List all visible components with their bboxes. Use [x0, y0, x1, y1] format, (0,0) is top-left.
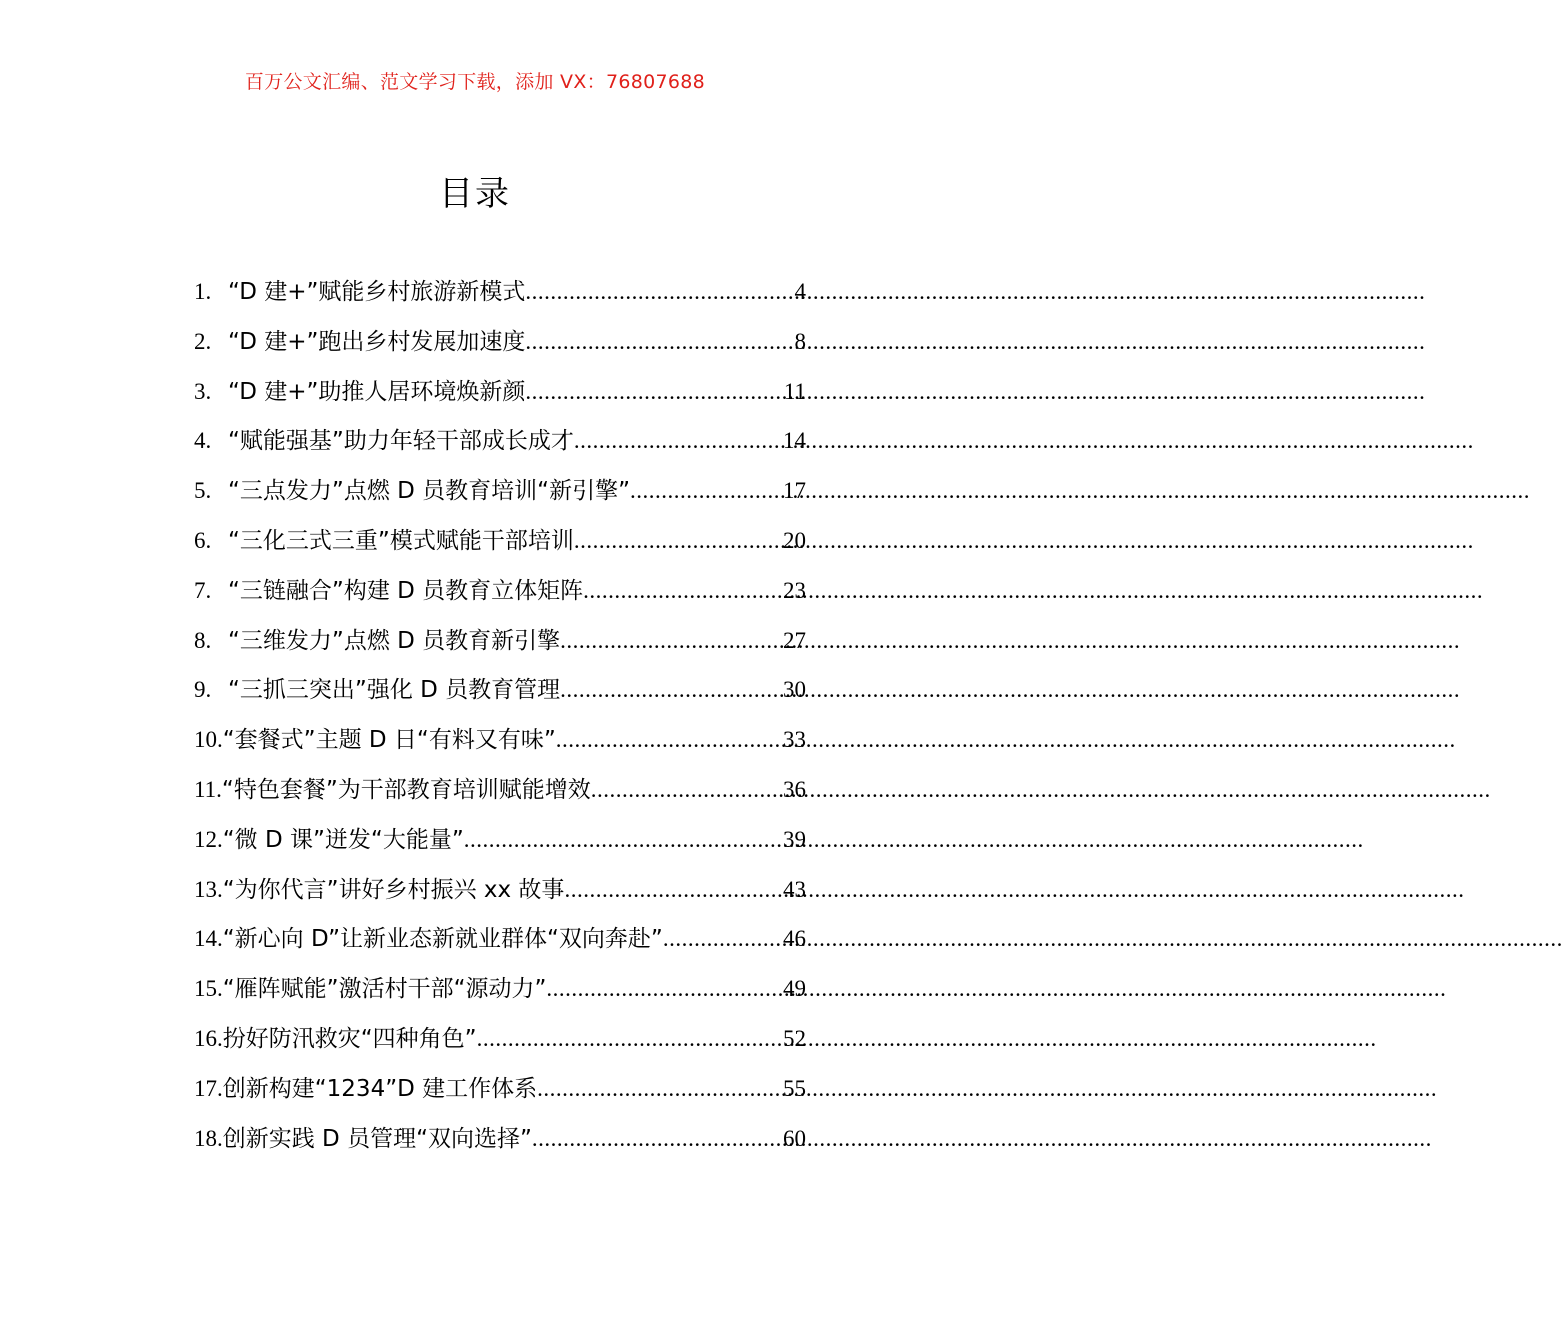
- toc-entry-number: 17.: [194, 1075, 223, 1101]
- toc-entry-number: 2.: [194, 328, 212, 354]
- toc-entry-number: 14.: [194, 926, 223, 952]
- toc-entry[interactable]: [194, 372, 806, 422]
- page-title: 目录: [439, 174, 511, 214]
- toc-dot-leader: [477, 1019, 783, 1059]
- toc-entry-page-number: 11: [783, 378, 806, 404]
- toc-entry[interactable]: [194, 1069, 806, 1119]
- toc-entry-page-number: 17: [783, 478, 806, 504]
- toc-entry-number: 7.: [194, 577, 212, 603]
- toc-entry-title: “D 建+”助推人居环境焕新颜: [228, 378, 526, 405]
- toc-dot-leader: [560, 621, 783, 661]
- toc-entry-title: “三链融合”构建 D 员教育立体矩阵: [228, 577, 584, 604]
- toc-dot-leader: [525, 272, 794, 312]
- toc-entry[interactable]: [194, 770, 806, 820]
- toc-entry[interactable]: [194, 521, 806, 571]
- toc-dot-leader: [630, 471, 783, 511]
- toc-entry-number: 6.: [194, 527, 212, 553]
- toc-entry-number: 11.: [194, 776, 222, 802]
- toc-dot-leader: [525, 372, 783, 412]
- toc-entry-page-number: 30: [783, 677, 806, 703]
- toc-entry[interactable]: [194, 919, 806, 969]
- toc-entry-page-number: 43: [783, 876, 806, 902]
- toc-entry-number: 18.: [194, 1125, 223, 1151]
- toc-entry-page-number: 23: [783, 577, 806, 603]
- toc-entry-number: 12.: [194, 826, 223, 852]
- toc-entry-number: 4.: [194, 428, 212, 454]
- toc-entry-title: “三化三式三重”模式赋能干部培训: [228, 527, 574, 554]
- toc-dot-leader: [574, 421, 783, 461]
- toc-entry-title: 创新构建“1234”D 建工作体系: [222, 1075, 538, 1102]
- toc-entry-number: 16.: [194, 1025, 223, 1051]
- toc-dot-leader: [532, 1119, 783, 1159]
- toc-entry-page-number: 46: [783, 926, 806, 952]
- toc-entry[interactable]: [194, 969, 806, 1019]
- toc-dot-leader: [591, 770, 783, 810]
- toc-entry-page-number: 49: [783, 976, 806, 1002]
- toc-entry-number: 3.: [194, 378, 212, 404]
- toc-entry-number: 9.: [194, 677, 212, 703]
- toc-entry-title: “为你代言”讲好乡村振兴 xx 故事: [222, 876, 565, 903]
- toc-entry-title: 创新实践 D 员管理“双向选择”: [222, 1125, 532, 1152]
- toc-entry-number: 15.: [194, 976, 223, 1002]
- toc-dot-leader: [564, 870, 783, 910]
- toc-entry-number: 13.: [194, 876, 223, 902]
- toc-entry-page-number: 33: [783, 727, 806, 753]
- toc-dot-leader: [556, 720, 783, 760]
- toc-entry-page-number: 60: [783, 1125, 806, 1151]
- toc-dot-leader: [537, 1069, 783, 1109]
- toc-entry-title: “D 建+”跑出乡村发展加速度: [228, 328, 526, 355]
- toc-entry-title: “套餐式”主题 D 日“有料又有味”: [222, 727, 556, 754]
- toc-entry-title: “微 D 课”迸发“大能量”: [222, 826, 464, 853]
- toc-entry-page-number: 14: [783, 428, 806, 454]
- toc-entry-title: “三维发力”点燃 D 员教育新引擎: [228, 627, 561, 654]
- toc-entry[interactable]: [194, 471, 806, 521]
- toc-entry-number: 1.: [194, 279, 212, 304]
- toc-dot-leader: [583, 571, 783, 611]
- toc-dot-leader: [574, 521, 783, 561]
- toc-entry-number: 10.: [194, 727, 223, 753]
- toc-entry[interactable]: [194, 571, 806, 621]
- toc-entry-title: 扮好防汛救灾“四种角色”: [222, 1025, 477, 1052]
- toc-entry[interactable]: [194, 870, 806, 920]
- toc-entry[interactable]: [194, 720, 806, 770]
- toc-entry-page-number: 39: [783, 826, 806, 852]
- toc-entry-page-number: 8: [794, 328, 806, 354]
- toc-entry-page-number: 27: [783, 627, 806, 653]
- toc-entry-page-number: 55: [783, 1075, 806, 1101]
- toc-entry-page-number: 20: [783, 527, 806, 553]
- toc-entry-page-number: 52: [783, 1025, 806, 1051]
- toc-dot-leader: [464, 820, 783, 860]
- toc-entry-title: “三抓三突出”强化 D 员教育管理: [228, 677, 561, 704]
- toc-entry-number: 8.: [194, 627, 212, 653]
- toc-entry-title: “特色套餐”为干部教育培训赋能增效: [221, 776, 591, 803]
- toc-entry[interactable]: [194, 820, 806, 870]
- toc-entry[interactable]: [194, 621, 806, 671]
- toc-entry-title: “三点发力”点燃 D 员教育培训“新引擎”: [228, 478, 630, 505]
- toc-entry-title: “赋能强基”助力年轻干部成长成才: [228, 428, 574, 455]
- toc-entry[interactable]: [194, 322, 806, 372]
- toc-entry-page-number: 4: [794, 279, 806, 304]
- toc-entry[interactable]: [194, 1119, 806, 1169]
- toc-entry[interactable]: [194, 670, 806, 720]
- toc-entry-number: 5.: [194, 478, 212, 504]
- toc-entry-title: “D 建+”赋能乡村旅游新模式: [228, 279, 526, 305]
- toc-dot-leader: [663, 919, 783, 959]
- toc-entry-page-number: 36: [783, 776, 806, 802]
- toc-entry-title: “新心向 D”让新业态新就业群体“双向奔赴”: [222, 926, 663, 953]
- toc-dot-leader: [546, 969, 783, 1009]
- toc-dot-leader: [525, 322, 794, 362]
- toc-entry[interactable]: [194, 421, 806, 471]
- toc-dot-leader: [560, 670, 783, 710]
- table-of-contents: [194, 272, 806, 1168]
- toc-entry[interactable]: [194, 272, 806, 322]
- toc-entry[interactable]: [194, 1019, 806, 1069]
- watermark-text: 百万公文汇编、范文学习下载，添加 VX：76807688: [244, 71, 706, 93]
- toc-entry-title: “雁阵赋能”激活村干部“源动力”: [222, 976, 547, 1003]
